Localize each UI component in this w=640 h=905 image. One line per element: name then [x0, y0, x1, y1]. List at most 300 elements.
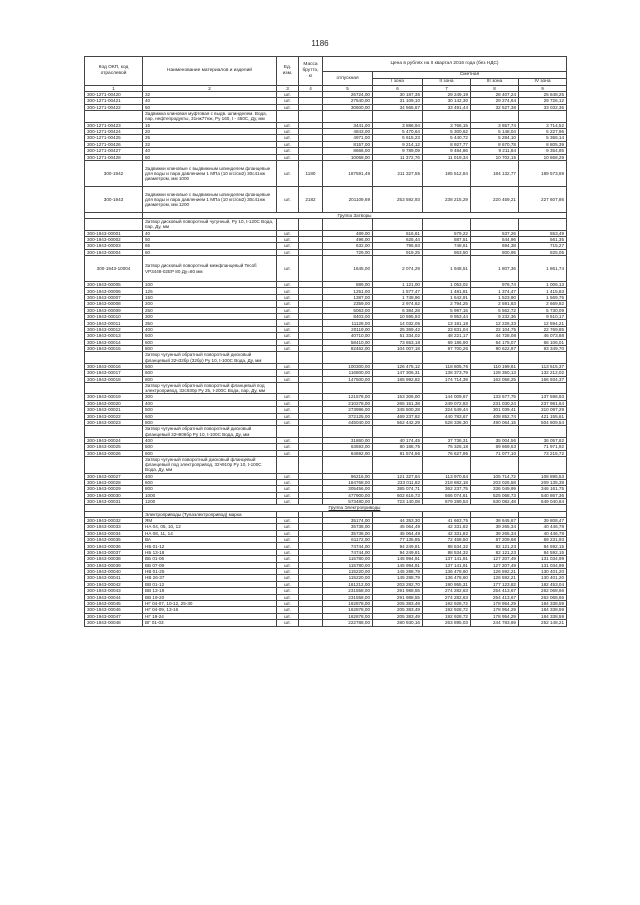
- cell-name: 600: [143, 450, 277, 456]
- cell-code: 300-1943-00037: [85, 549, 143, 555]
- cell-price: 252 148,21: [519, 620, 567, 626]
- cell-code: 300-1943-00015: [85, 346, 143, 352]
- cell-code: 300-1943-00036: [85, 543, 143, 549]
- cell-price: 1 006,13: [519, 282, 567, 288]
- cell-unit: шт.: [277, 326, 299, 332]
- cell-price: 75 326,18: [423, 444, 471, 450]
- cell-unit: шт.: [277, 307, 299, 313]
- cell-empty: [373, 219, 423, 230]
- cell-price: 166 934,37: [519, 376, 567, 382]
- cell-price: 2 794,25: [423, 301, 471, 307]
- header-zone-2: II зона: [423, 79, 471, 86]
- cell-code: 300-1943-00021: [85, 407, 143, 413]
- cell-name: 400: [143, 473, 277, 479]
- cell-name: ЯМ: [143, 517, 277, 523]
- cell-empty: [423, 111, 471, 122]
- cell-price: 30 142,30: [423, 98, 471, 104]
- cell-price: 74744,00: [323, 549, 373, 555]
- cell-price: 39 265,34: [471, 530, 519, 536]
- cell-unit: шт.: [277, 122, 299, 128]
- cell-price: 184768,00: [323, 479, 373, 485]
- cell-price: 145 288,79: [373, 569, 423, 575]
- cell-code: 300-1943-00010: [85, 314, 143, 320]
- cell-price: 262 068,66: [519, 594, 567, 600]
- cell-unit: шт.: [277, 370, 299, 376]
- cell-price: 253 592,93: [373, 186, 423, 212]
- cell-price: 32 527,38: [471, 104, 519, 110]
- cell-unit: шт.: [277, 437, 299, 443]
- cell-price: 192 928,72: [423, 607, 471, 613]
- cell-price: 254 413,67: [471, 588, 519, 594]
- cell-unit: шт.: [277, 314, 299, 320]
- cell-price: 41 663,75: [423, 517, 471, 523]
- cell-name: 600: [143, 479, 277, 485]
- cell-name: 500: [143, 444, 277, 450]
- cell-price: 64 175,07: [471, 339, 519, 345]
- cell-price: 748,61: [423, 243, 471, 249]
- cell-code: 300-1943-00031: [85, 499, 143, 505]
- cell-name: НА 08, 11, 14: [143, 530, 277, 536]
- cell-price: 178 954,29: [471, 600, 519, 606]
- cell-price: 237 981,64: [519, 400, 567, 406]
- cell-unit: шт.: [277, 444, 299, 450]
- cell-description: Затвор чугунный обратный поворотный дисковый фланцевый 32ч32бр (32бр) Ру 10, t-100С Вода, Ду, мм: [143, 352, 277, 363]
- cell-price: 566 074,61: [423, 492, 471, 498]
- cell-unit: шт.: [277, 346, 299, 352]
- cell-price: 108 895,53: [519, 473, 567, 479]
- cell-price: 126 592,21: [471, 575, 519, 581]
- price-table: [84, 56, 567, 627]
- cell-unit: шт.: [277, 588, 299, 594]
- cell-name: НГ 04-07, 10-12, 25-30: [143, 600, 277, 606]
- cell-price: 39 808,47: [519, 517, 567, 523]
- cell-unit: шт.: [277, 104, 299, 110]
- cell-price: 42 331,82: [423, 524, 471, 530]
- cell-price: 324 549,44: [423, 407, 471, 413]
- cell-price: 144 009,67: [423, 394, 471, 400]
- cell-price: 182 453,04: [519, 581, 567, 587]
- cell-price: 184 338,59: [519, 600, 567, 606]
- cell-price: 1 748,96: [373, 294, 423, 300]
- cell-price: 630 082,48: [471, 499, 519, 505]
- header-zone-4: IV зона: [519, 79, 567, 86]
- cell-price: 227 607,86: [519, 186, 567, 212]
- cell-code: 300-1271-00420: [85, 92, 143, 98]
- header-unit: Ед. изм.: [277, 57, 299, 86]
- cell-price: 2359,00: [323, 301, 373, 307]
- cell-price: 33 491,44: [423, 104, 471, 110]
- cell-price: 44 728,08: [471, 333, 519, 339]
- cell-price: 185 992,82: [373, 376, 423, 382]
- cell-name: НБ 13-18: [143, 549, 277, 555]
- cell-name: 100: [143, 282, 277, 288]
- cell-code: 300-1943-00004: [85, 249, 143, 255]
- cell-price: 274 282,63: [423, 588, 471, 594]
- cell-price: 131 034,99: [519, 562, 567, 568]
- cell-unit: шт.: [277, 394, 299, 400]
- cell-price: 5 300,62: [423, 128, 471, 134]
- cell-price: 445040,00: [323, 419, 373, 425]
- cell-price: 145 994,91: [373, 562, 423, 568]
- cell-price: 201109,69: [323, 186, 373, 212]
- cell-unit: шт.: [277, 92, 299, 98]
- cell-price: 5 730,09: [519, 307, 567, 313]
- cell-price: 231558,00: [323, 594, 373, 600]
- cell-name: НГ 19-24: [143, 613, 277, 619]
- cell-price: 137 141,91: [423, 556, 471, 562]
- cell-code: 300-1943: [85, 186, 143, 212]
- cell-price: 11 372,76: [373, 154, 423, 160]
- cell-code: 300-1943-00035: [85, 537, 143, 543]
- cell-empty: [277, 111, 299, 122]
- cell-empty: [85, 219, 143, 230]
- cell-price: 5 562,72: [471, 307, 519, 313]
- cell-price: 147 306,31: [373, 370, 423, 376]
- cell-empty: [519, 456, 567, 473]
- cell-code: 300-1271-00421: [85, 98, 143, 104]
- cell-price: 118 805,76: [423, 363, 471, 369]
- cell-unit: шт.: [277, 294, 299, 300]
- cell-price: 9 510,17: [519, 314, 567, 320]
- cell-price: 130 401,20: [519, 575, 567, 581]
- cell-price: 128 350,13: [471, 370, 519, 376]
- cell-price: 30 187,35: [373, 92, 423, 98]
- cell-code: 300-1943-00024: [85, 437, 143, 443]
- cell-price: 136 478,60: [423, 569, 471, 575]
- cell-price: 195 512,84: [423, 160, 471, 186]
- cell-price: 8 805,39: [519, 141, 567, 147]
- cell-code: 300-1943-00033: [85, 524, 143, 530]
- cell-code: 300-1943-00038: [85, 556, 143, 562]
- cell-price: 362 237,75: [423, 486, 471, 492]
- cell-empty: [299, 426, 323, 437]
- cell-price: 579,22: [423, 230, 471, 236]
- cell-price: 35 004,56: [471, 437, 519, 443]
- cell-price: 145 994,91: [373, 556, 423, 562]
- cell-price: 1 121,00: [373, 282, 423, 288]
- cell-code: 300-1943-00032: [85, 517, 143, 523]
- cell-empty: [423, 352, 471, 363]
- cell-price: 254 413,67: [471, 594, 519, 600]
- cell-price: 76 627,95: [423, 450, 471, 456]
- cell-price: 8 927,77: [423, 141, 471, 147]
- cell-price: 29 274,64: [471, 98, 519, 104]
- cell-price: 23 831,04: [423, 326, 471, 332]
- cell-unit: шт.: [277, 148, 299, 154]
- cell-price: 80 188,75: [373, 444, 423, 450]
- cell-name: 50: [143, 104, 277, 110]
- cell-price: 115780,00: [323, 556, 373, 562]
- cell-price: 40 446,78: [519, 524, 567, 530]
- description-row: [85, 426, 567, 437]
- cell-unit: шт.: [277, 607, 299, 613]
- cell-price: 1 523,90: [471, 294, 519, 300]
- cell-price: 153 306,00: [373, 394, 423, 400]
- cell-price: 537,26: [471, 230, 519, 236]
- cell-mass: [299, 256, 323, 282]
- cell-name: ВВ 19-20: [143, 594, 277, 600]
- cell-price: 162878,00: [323, 600, 373, 606]
- cell-code: 300-1943-00022: [85, 413, 143, 419]
- cell-empty: [519, 219, 567, 230]
- cell-name: 800: [143, 376, 277, 382]
- cell-price: 2 974,62: [373, 301, 423, 307]
- cell-price: 273996,00: [323, 407, 373, 413]
- cell-unit: шт.: [277, 128, 299, 134]
- cell-price: 210278,00: [323, 400, 373, 406]
- cell-unit: шт.: [277, 320, 299, 326]
- cell-price: 82 121,23: [471, 543, 519, 549]
- cell-code: 300-1943-00016: [85, 363, 143, 369]
- cell-price: 9 232,36: [471, 314, 519, 320]
- cell-unit: шт.: [277, 186, 299, 212]
- cell-price: 121578,00: [323, 394, 373, 400]
- cell-empty: [423, 219, 471, 230]
- cell-price: 10 702,15: [471, 154, 519, 160]
- cell-price: 553,49: [519, 230, 567, 236]
- cell-price: 4971,00: [323, 135, 373, 141]
- cell-price: 5 440,72: [423, 135, 471, 141]
- cell-name: ВБ 07-09: [143, 562, 277, 568]
- cell-code: 300-1271-00425: [85, 135, 143, 141]
- cell-price: 45 064,49: [373, 530, 423, 536]
- cell-code: 300-1943-00042: [85, 581, 143, 587]
- cell-price: 280 930,16: [373, 620, 423, 626]
- cell-name: 300: [143, 314, 277, 320]
- cell-code: 300-1943-00043: [85, 588, 143, 594]
- cell-code: 300-1943-00001: [85, 230, 143, 236]
- cell-code: 300-1943-00026: [85, 450, 143, 456]
- cell-price: 220 459,21: [471, 186, 519, 212]
- cell-unit: шт.: [277, 236, 299, 242]
- cell-unit: шт.: [277, 230, 299, 236]
- cell-price: 211 327,55: [373, 160, 423, 186]
- cell-price: 1 948,51: [423, 256, 471, 282]
- cell-price: 33 032,36: [519, 104, 567, 110]
- cell-price: 74744,00: [323, 543, 373, 549]
- cell-unit: шт.: [277, 486, 299, 492]
- cell-price: 203 026,58: [471, 479, 519, 485]
- header-mass: Масса брутто, кг: [299, 57, 323, 86]
- cell-price: 147500,00: [323, 376, 373, 382]
- cell-price: 162 058,25: [471, 376, 519, 382]
- cell-price: 22 104,75: [471, 326, 519, 332]
- cell-price: 291 988,55: [373, 594, 423, 600]
- cell-unit: шт.: [277, 154, 299, 160]
- cell-price: 31860,00: [323, 437, 373, 443]
- header-code: Код ОКП, код отраслевой: [85, 57, 143, 86]
- cell-mass: 2182: [299, 186, 323, 212]
- cell-name: 600: [143, 370, 277, 376]
- cell-price: 2 591,83: [471, 301, 519, 307]
- cell-price: 796,93: [373, 243, 423, 249]
- cell-price: 35738,00: [323, 530, 373, 536]
- cell-price: 205 383,49: [373, 613, 423, 619]
- cell-price: 8 670,78: [471, 141, 519, 147]
- cell-price: 5 227,96: [519, 128, 567, 134]
- cell-name: 15: [143, 122, 277, 128]
- cell-price: 184 338,59: [519, 607, 567, 613]
- cell-price: 25 848,25: [519, 92, 567, 98]
- cell-price: 44 353,30: [373, 517, 423, 523]
- cell-unit: шт.: [277, 249, 299, 255]
- cell-price: 42 331,82: [423, 530, 471, 536]
- cell-code: 300-1271-00427: [85, 148, 143, 154]
- cell-empty: [519, 352, 567, 363]
- cell-price: 544,96: [471, 236, 519, 242]
- cell-code: 300-1943-00014: [85, 339, 143, 345]
- cell-price: 11 019,34: [423, 154, 471, 160]
- cell-name: ВВ 13-18: [143, 588, 277, 594]
- cell-empty: [323, 382, 373, 393]
- cell-price: 5 997,15: [423, 307, 471, 313]
- cell-code: 300-1943-00030: [85, 492, 143, 498]
- cell-price: 145 288,79: [373, 575, 423, 581]
- cell-price: 96216,00: [323, 473, 373, 479]
- cell-unit: шт.: [277, 333, 299, 339]
- cell-name: ВВ 01-12: [143, 581, 277, 587]
- cell-price: 72 458,50: [423, 537, 471, 543]
- cell-unit: шт.: [277, 473, 299, 479]
- column-number: 2: [143, 86, 277, 92]
- cell-empty: [85, 111, 143, 122]
- cell-price: 310 097,29: [519, 407, 567, 413]
- cell-unit: шт.: [277, 407, 299, 413]
- cell-price: 222788,00: [323, 620, 373, 626]
- cell-price: 291 988,55: [373, 588, 423, 594]
- cell-mass: [299, 620, 323, 626]
- cell-price: 562 442,29: [373, 419, 423, 425]
- cell-name: НГ 04-09, 13-16: [143, 607, 277, 613]
- description-row: [85, 382, 567, 393]
- cell-code: 300-1271-00423: [85, 122, 143, 128]
- cell-price: 71 971,92: [519, 444, 567, 450]
- cell-price: 477900,00: [323, 492, 373, 498]
- cell-price: 133 577,75: [471, 394, 519, 400]
- cell-price: 9 953,44: [423, 314, 471, 320]
- cell-price: 132 212,02: [519, 370, 567, 376]
- cell-unit: шт.: [277, 594, 299, 600]
- cell-code: 300-1943-00003: [85, 243, 143, 249]
- cell-name: НА 04, 05, 10, 12: [143, 524, 277, 530]
- cell-price: 69 186,90: [423, 339, 471, 345]
- cell-price: 39 265,34: [471, 524, 519, 530]
- column-number: 8: [471, 86, 519, 92]
- cell-price: 490 064,15: [471, 419, 519, 425]
- cell-price: 1 569,75: [519, 294, 567, 300]
- cell-unit: шт.: [277, 613, 299, 619]
- column-number: 1: [85, 86, 143, 92]
- cell-name: 400: [143, 400, 277, 406]
- cell-price: 602 616,73: [373, 492, 423, 498]
- cell-price: 20119,00: [323, 326, 373, 332]
- cell-price: 161212,00: [323, 581, 373, 587]
- cell-code: 300-1943-00012: [85, 326, 143, 332]
- cell-unit: шт.: [277, 543, 299, 549]
- cell-empty: [471, 352, 519, 363]
- cell-price: 715,27: [519, 243, 567, 249]
- cell-empty: [471, 382, 519, 393]
- cell-price: 863,50: [423, 249, 471, 255]
- cell-price: 1 374,47: [471, 288, 519, 294]
- cell-price: 127 207,49: [471, 562, 519, 568]
- cell-price: 104 007,18: [373, 346, 423, 352]
- cell-name: 40: [143, 230, 277, 236]
- cell-price: 63593,00: [323, 444, 373, 450]
- cell-code: 300-1943-00048: [85, 620, 143, 626]
- cell-name: 500: [143, 363, 277, 369]
- cell-code: 300-1943-00028: [85, 479, 143, 485]
- cell-name: 80: [143, 249, 277, 255]
- cell-name: ВГ 01-03: [143, 620, 277, 626]
- cell-price: 5 615,23: [373, 135, 423, 141]
- cell-price: 9 789,09: [373, 148, 423, 154]
- cell-empty: [85, 382, 143, 393]
- cell-price: 205 383,49: [373, 607, 423, 613]
- cell-unit: шт.: [277, 620, 299, 626]
- cell-unit: шт.: [277, 556, 299, 562]
- cell-price: 561,35: [519, 236, 567, 242]
- cell-price: 8403,00: [323, 314, 373, 320]
- cell-price: 209 135,38: [519, 479, 567, 485]
- cell-price: 10 868,29: [519, 154, 567, 160]
- cell-price: 35174,00: [323, 517, 373, 523]
- page-number: 1186: [311, 39, 329, 48]
- cell-empty: [277, 219, 299, 230]
- cell-price: 679 289,53: [423, 499, 471, 505]
- cell-price: 489,00: [323, 230, 373, 236]
- cell-price: 22 769,85: [519, 326, 567, 332]
- cell-price: 889,00: [323, 282, 373, 288]
- cell-name: ВБ 01-06: [143, 556, 277, 562]
- cell-name: Задвижки клиновые с выдвижным шпинделем фланцевые для воды и пара давлением 1 МПа (10 кгс/см2) 30с41нж диаметром, мм 1200: [143, 186, 277, 212]
- cell-empty: [277, 456, 299, 473]
- cell-empty: [471, 219, 519, 230]
- cell-price: 262 068,66: [519, 588, 567, 594]
- cell-code: 300-1943-00008: [85, 301, 143, 307]
- header-release: отпускная: [323, 72, 373, 86]
- cell-name: 50: [143, 154, 277, 160]
- cell-price: 421 155,61: [519, 413, 567, 419]
- cell-name: 40: [143, 148, 277, 154]
- cell-unit: шт.: [277, 524, 299, 530]
- cell-price: 525 068,73: [471, 492, 519, 498]
- cell-empty: [373, 382, 423, 393]
- cell-code: 300-1943-00045: [85, 600, 143, 606]
- cell-price: 115220,00: [323, 575, 373, 581]
- cell-price: 40710,00: [323, 333, 373, 339]
- cell-unit: шт.: [277, 499, 299, 505]
- cell-price: 27540,00: [323, 98, 373, 104]
- cell-description: Электроприводы (Тулаэлектропривод) марка: [143, 511, 277, 517]
- cell-unit: шт.: [277, 562, 299, 568]
- cell-code: 300-1943-00002: [85, 236, 143, 242]
- cell-description: Задвижка клиновая муфтовая с выдв. шпинделем. Вода, пар, нефтепродукты, 31нж77нж, Ру 160, t - 450С, Ду, мм: [143, 111, 277, 122]
- group-title-text: Группа Электроприводы: [328, 505, 381, 511]
- cell-price: 36 057,82: [519, 437, 567, 443]
- column-number: 7: [423, 86, 471, 92]
- cell-code: 300-1943-00025: [85, 444, 143, 450]
- cell-price: 28 407,24: [471, 92, 519, 98]
- cell-code: 300-1943-00009: [85, 307, 143, 313]
- group-title-text: Группа Затворы: [337, 212, 372, 218]
- cell-description: Затвор дисковый поворотный чугунный, Ру 10, t-120С Вода, пар, Ду, мм: [143, 219, 277, 230]
- cell-price: 11128,00: [323, 320, 373, 326]
- cell-price: 9 484,86: [423, 148, 471, 154]
- cell-name: ВА: [143, 537, 277, 543]
- cell-price: 372125,00: [323, 413, 373, 419]
- cell-code: 300-1943-00018: [85, 376, 143, 382]
